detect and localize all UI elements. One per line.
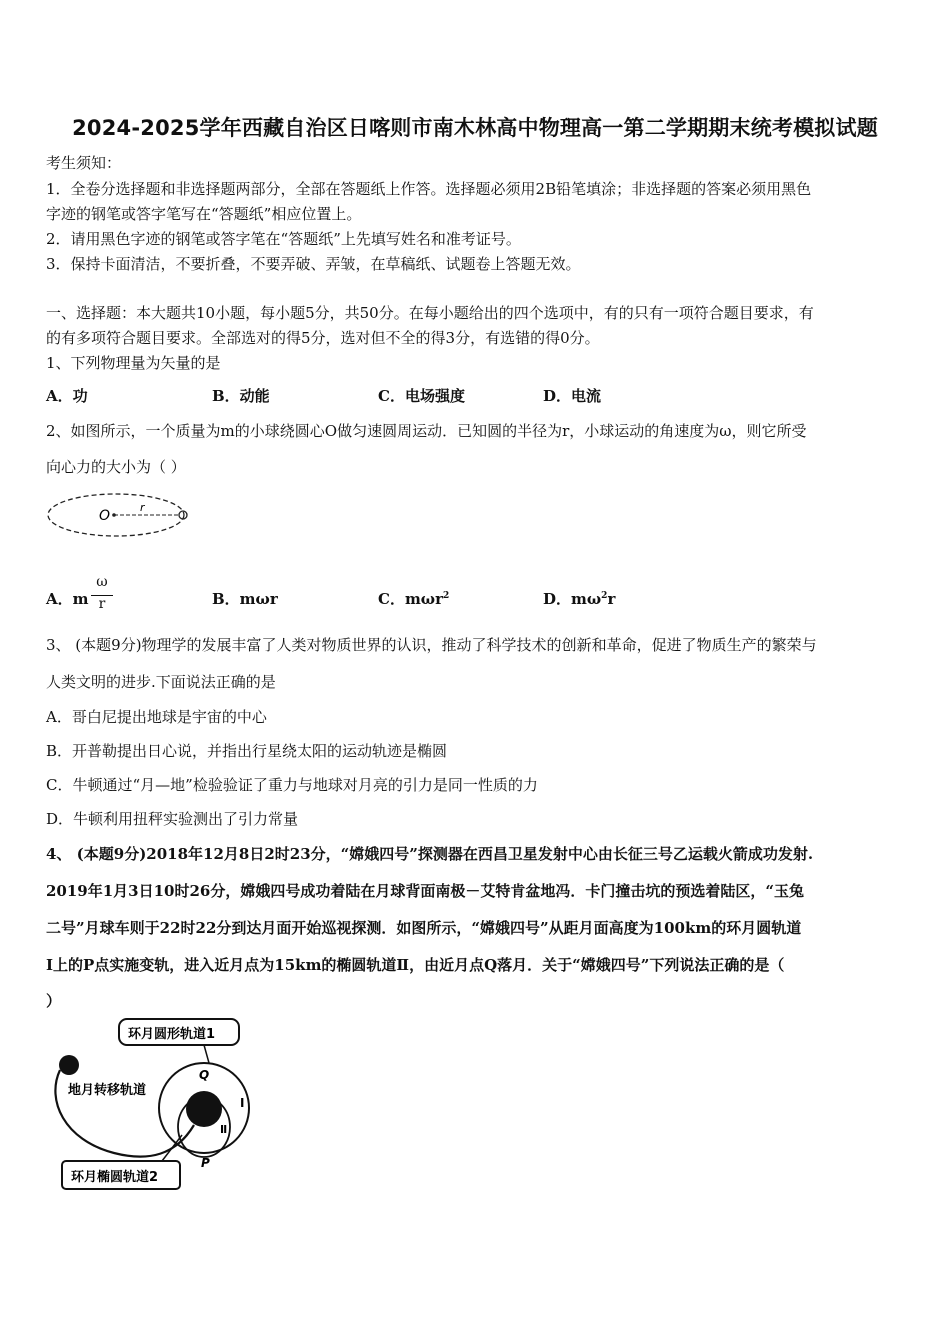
moon-icon xyxy=(186,1091,222,1127)
radius-label: r xyxy=(140,501,145,514)
q1-option-d: D．电流 xyxy=(543,387,602,405)
q2-stem-1: 2、如图所示，一个质量为m的小球绕圆心O做匀速圆周运动．已知圆的半径为r，小球运动的角速度为ω，则它所受 xyxy=(46,422,807,440)
label-circular-orbit: 环月圆形轨道1 xyxy=(128,1027,216,1042)
fraction-denominator: r xyxy=(98,596,106,612)
q2-option-c-text: C．mωr xyxy=(378,590,443,608)
fraction-numerator: ω xyxy=(96,574,108,590)
q2-option-d-tail: r xyxy=(607,590,616,608)
label-transfer-orbit: 地月转移轨道 xyxy=(68,1083,147,1098)
center-dot xyxy=(112,513,116,517)
q4-line-5: ） xyxy=(46,992,62,1010)
q2-option-d-sup: 2 xyxy=(601,591,608,601)
q2-stem-2: 向心力的大小为（ ） xyxy=(46,458,186,476)
notice-heading: 考生须知： xyxy=(46,154,122,172)
notice-line-3: 3．保持卡面清洁，不要折叠，不要弄破、弄皱，在草稿纸、试题卷上答题无效。 xyxy=(46,255,581,273)
q4-line-4: Ⅰ上的P点实施变轨，进入近月点为15km的椭圆轨道Ⅱ，由近月点Q落月．关于“嫦娥四号”下列说法正确的是（ xyxy=(46,956,785,974)
q4-line-2: 2019年1月3日10时26分，嫦娥四号成功着陆在月球背面南极－艾特肯盆地冯．卡门撞击坑的预选着陆区，“玉兔 xyxy=(46,882,805,900)
leader-line-1 xyxy=(204,1045,209,1063)
q1-option-c: C．电场强度 xyxy=(378,387,465,405)
q2-option-a: A．m xyxy=(46,590,89,608)
notice-line-1a: 1．全卷分选择题和非选择题两部分，全部在答题纸上作答。选择题必须用2B铅笔填涂；非选择题的答案必须用黑色 xyxy=(46,180,812,198)
q3-option-b: B．开普勒提出日心说，并指出行星绕太阳的运动轨迹是椭圆 xyxy=(46,742,448,760)
circular-motion-figure xyxy=(44,488,194,542)
q3-option-a: A．哥白尼提出地球是宇宙的中心 xyxy=(46,708,267,726)
q3-stem-1: 3、 (本题9分)物理学的发展丰富了人类对物质世界的认识，推动了科学技术的创新和革命，促进了物质生产的繁荣与 xyxy=(46,636,817,654)
label-i: I xyxy=(240,1096,245,1110)
label-p: P xyxy=(201,1156,210,1170)
q3-option-d: D．牛顿利用扭秤实验测出了引力常量 xyxy=(46,810,299,828)
q2-option-b: B．mωr xyxy=(212,590,278,608)
q2-option-c-sup: 2 xyxy=(443,591,450,601)
q1-option-b: B．动能 xyxy=(212,387,270,405)
earth-icon xyxy=(59,1055,79,1075)
q2-option-d-text: D．mω xyxy=(543,590,602,608)
q4-line-3: 二号”月球车则于22时22分到达月面开始巡视探测．如图所示，“嫦娥四号”从距月面高度为100km的环月圆轨道 xyxy=(46,919,802,937)
page-title: 2024-2025学年西藏自治区日喀则市南木林高中物理高一第二学期期末统考模拟试题 xyxy=(72,116,878,140)
chang-e-orbit-figure xyxy=(44,1015,254,1197)
section-line-1: 一、选择题：本大题共10小题，每小题5分，共50分。在每小题给出的四个选项中，有的只有一项符合题目要求，有 xyxy=(46,304,814,322)
label-q: Q xyxy=(199,1068,210,1082)
q4-line-1: 4、 (本题9分)2018年12月8日2时23分，“嫦娥四号”探测器在西昌卫星发射中心由长征三号乙运载火箭成功发射. xyxy=(46,845,814,863)
center-label: O xyxy=(99,508,111,524)
q3-stem-2: 人类文明的进步.下面说法正确的是 xyxy=(46,673,276,691)
notice-line-2: 2．请用黑色字迹的钢笔或答字笔在“答题纸”上先填写姓名和准考证号。 xyxy=(46,230,521,248)
q2-option-d xyxy=(543,588,615,609)
notice-line-1b: 字迹的钢笔或答字笔写在“答题纸”相应位置上。 xyxy=(46,205,362,223)
q1-option-a: A．功 xyxy=(46,387,88,405)
q1-stem: 1、下列物理量为矢量的是 xyxy=(46,354,221,372)
label-elliptical-orbit: 环月椭圆轨道2 xyxy=(71,1170,159,1185)
section-line-2: 的有多项符合题目要求。全部选对的得5分，选对但不全的得3分，有选错的得0分。 xyxy=(46,329,600,347)
label-ii: Ⅱ xyxy=(220,1123,228,1136)
q2-option-c xyxy=(378,588,449,609)
q3-option-c: C．牛顿通过“月—地”检验验证了重力与地球对月亮的引力是同一性质的力 xyxy=(46,776,538,794)
